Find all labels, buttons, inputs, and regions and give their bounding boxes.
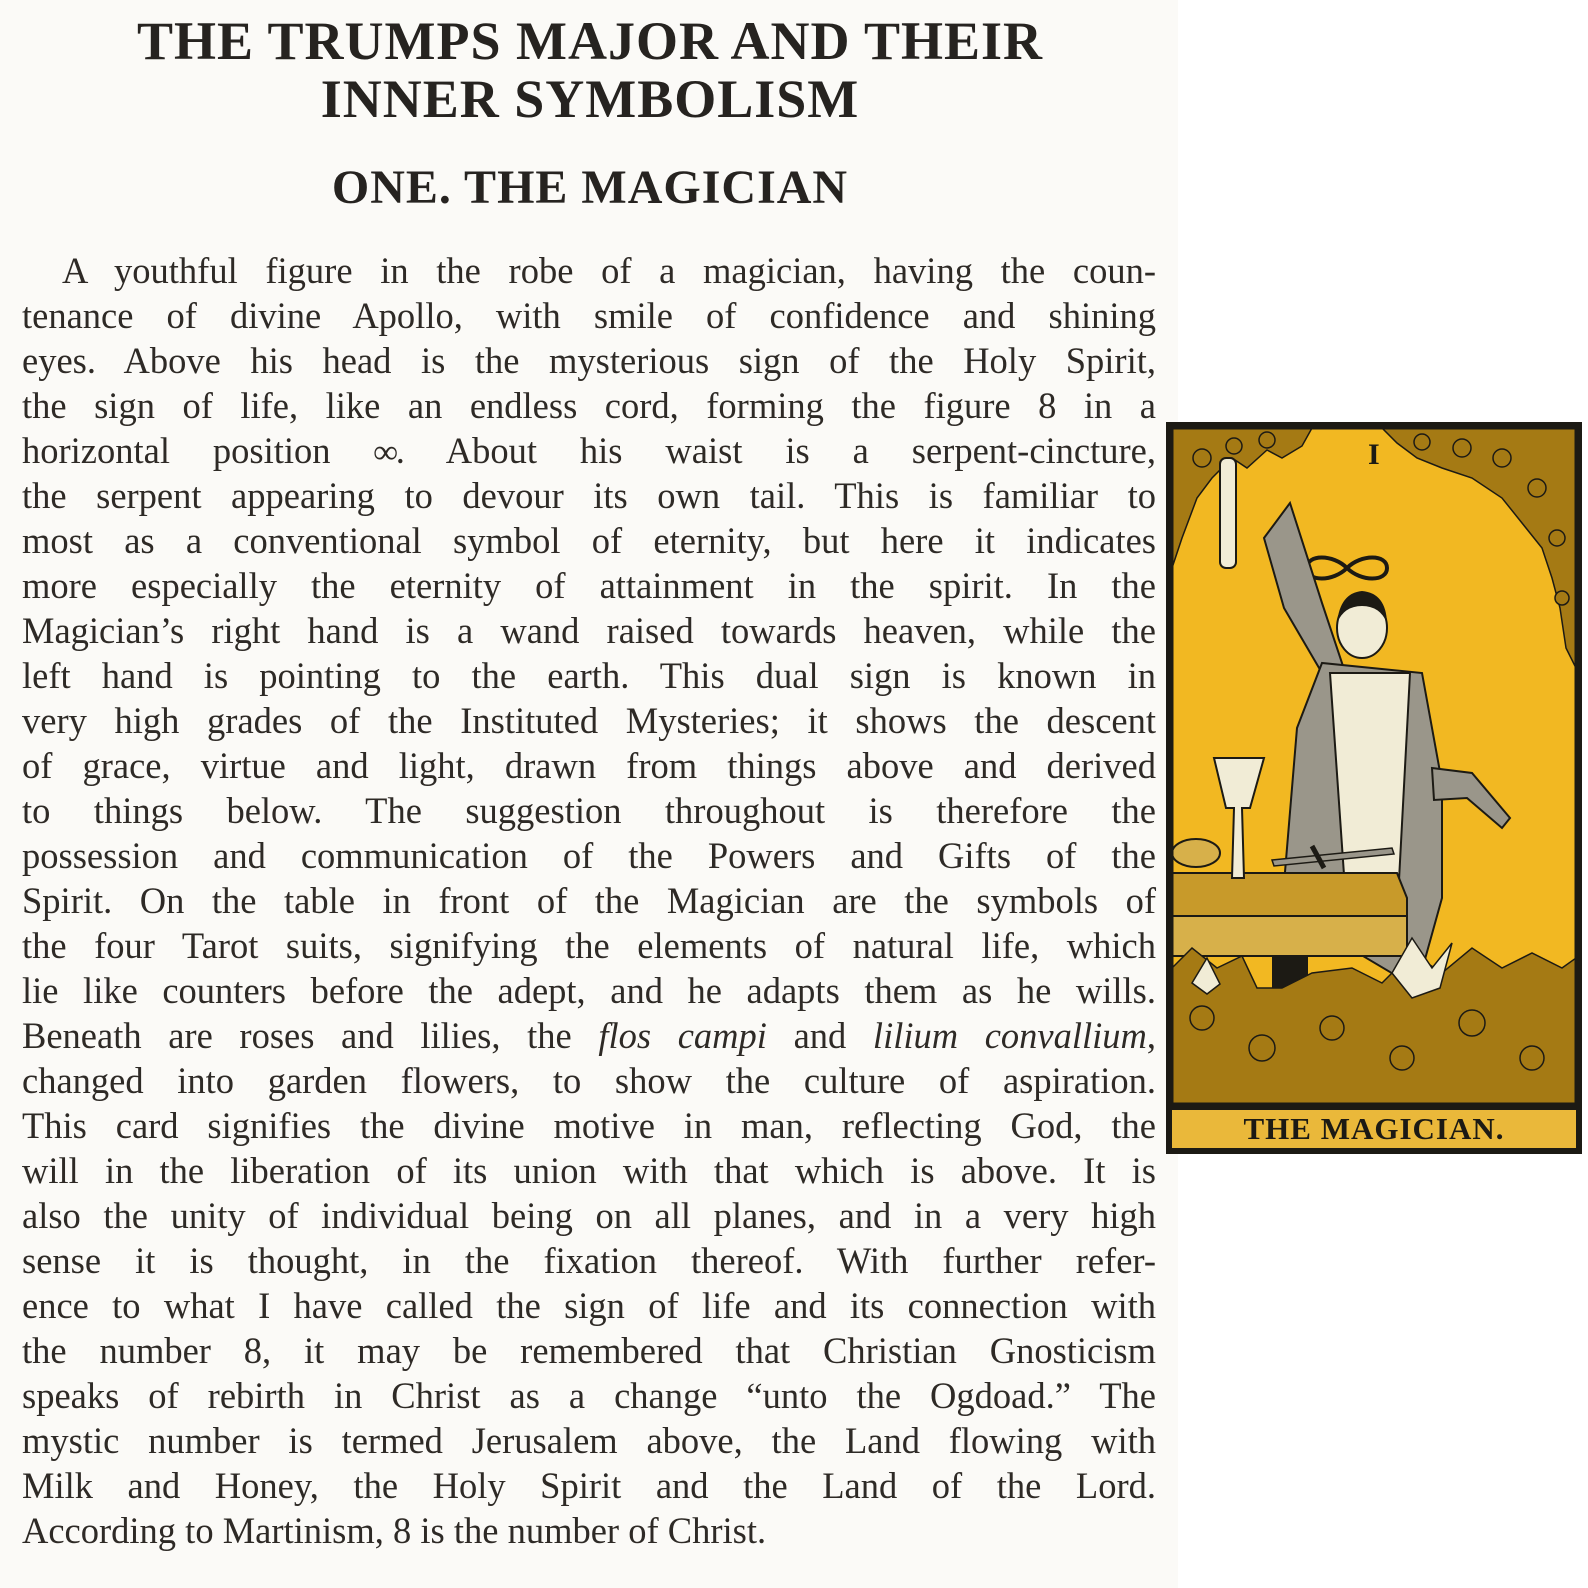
text-line: changed into garden flowers, to show the culture of aspiration. (22, 1060, 1156, 1101)
text-line: most as a conventional symbol of eternity, but here it indicates (22, 520, 1156, 561)
text-line: sense it is thought, in the fixation thereof. With further refer- (22, 1240, 1156, 1281)
text-line: speaks of rebirth in Christ as a change “unto the Ogdoad.” The (22, 1375, 1156, 1416)
text-line: more especially the eternity of attainment in the spirit. In the (22, 565, 1156, 606)
card-illustration (1172, 428, 1576, 1104)
text-fragment: . About his waist is a serpent-cincture, (395, 430, 1156, 471)
text-line (22, 428, 1156, 473)
text-fragment: , (1146, 1015, 1157, 1056)
text-line: to things below. The suggestion throughout is therefore the (22, 790, 1156, 831)
text-line: the number 8, it may be remembered that Christian Gnosticism (22, 1330, 1156, 1371)
infinity-symbol-icon: ∞ (373, 434, 396, 471)
text-line: very high grades of the Instituted Mysteries; it shows the descent (22, 700, 1156, 741)
title-line-2: INNER SYMBOLISM (320, 69, 860, 129)
text-fragment: horizontal position (22, 430, 331, 471)
text-line: This card signifies the divine motive in man, reflecting God, the (22, 1105, 1156, 1146)
text-line: left hand is pointing to the earth. This dual sign is known in (22, 655, 1156, 696)
text-line (22, 1013, 1156, 1058)
latin-phrase: lilium convallium (872, 1015, 1147, 1056)
latin-phrase: flos campi (598, 1015, 767, 1056)
text-fragment: and (793, 1015, 847, 1056)
text-line: ence to what I have called the sign of life and its connection with (22, 1285, 1156, 1326)
text-line: the four Tarot suits, signifying the elements of natural life, which (22, 925, 1156, 966)
card-title: THE MAGICIAN. (1172, 1110, 1576, 1148)
text-line: A youthful figure in the robe of a magician, having the coun- (62, 250, 1156, 291)
text-line: will in the liberation of its union with that which is above. It is (22, 1150, 1156, 1191)
text-fragment: Beneath are roses and lilies, the (22, 1015, 572, 1056)
text-line: lie like counters before the adept, and he adapts them as he wills. (22, 970, 1156, 1011)
text-line: According to Martinism, 8 is the number of Christ. (22, 1510, 767, 1551)
title-line-1: THE TRUMPS MAJOR AND THEIR (136, 11, 1044, 71)
text-line: the serpent appearing to devour its own tail. This is familiar to (22, 475, 1156, 516)
text-line: mystic number is termed Jerusalem above, the Land flowing with (22, 1420, 1156, 1461)
magician-tarot-card (1166, 422, 1582, 1154)
text-line: the sign of life, like an endless cord, forming the figure 8 in a (22, 385, 1156, 426)
wand-icon (1220, 458, 1236, 568)
text-line: eyes. Above his head is the mysterious sign of the Holy Spirit, (22, 340, 1156, 381)
page-title (20, 12, 1160, 128)
card-numeral: I (1368, 438, 1380, 471)
body-paragraph (22, 248, 1156, 1553)
text-line: of grace, virtue and light, drawn from things above and derived (22, 745, 1156, 786)
table-front (1172, 916, 1407, 956)
text-line: Spirit. On the table in front of the Magician are the symbols of (22, 880, 1156, 921)
text-line: also the unity of individual being on all planes, and in a very high (22, 1195, 1156, 1236)
text-line: tenance of divine Apollo, with smile of confidence and shining (22, 295, 1156, 336)
text-line: Magician’s right hand is a wand raised towards heaven, while the (22, 610, 1156, 651)
table (1172, 873, 1407, 916)
text-line: possession and communication of the Powers and Gifts of the (22, 835, 1156, 876)
pentacle-icon (1172, 839, 1220, 867)
section-subtitle: ONE. THE MAGICIAN (331, 161, 849, 214)
text-line: Milk and Honey, the Holy Spirit and the Land of the Lord. (22, 1465, 1156, 1506)
